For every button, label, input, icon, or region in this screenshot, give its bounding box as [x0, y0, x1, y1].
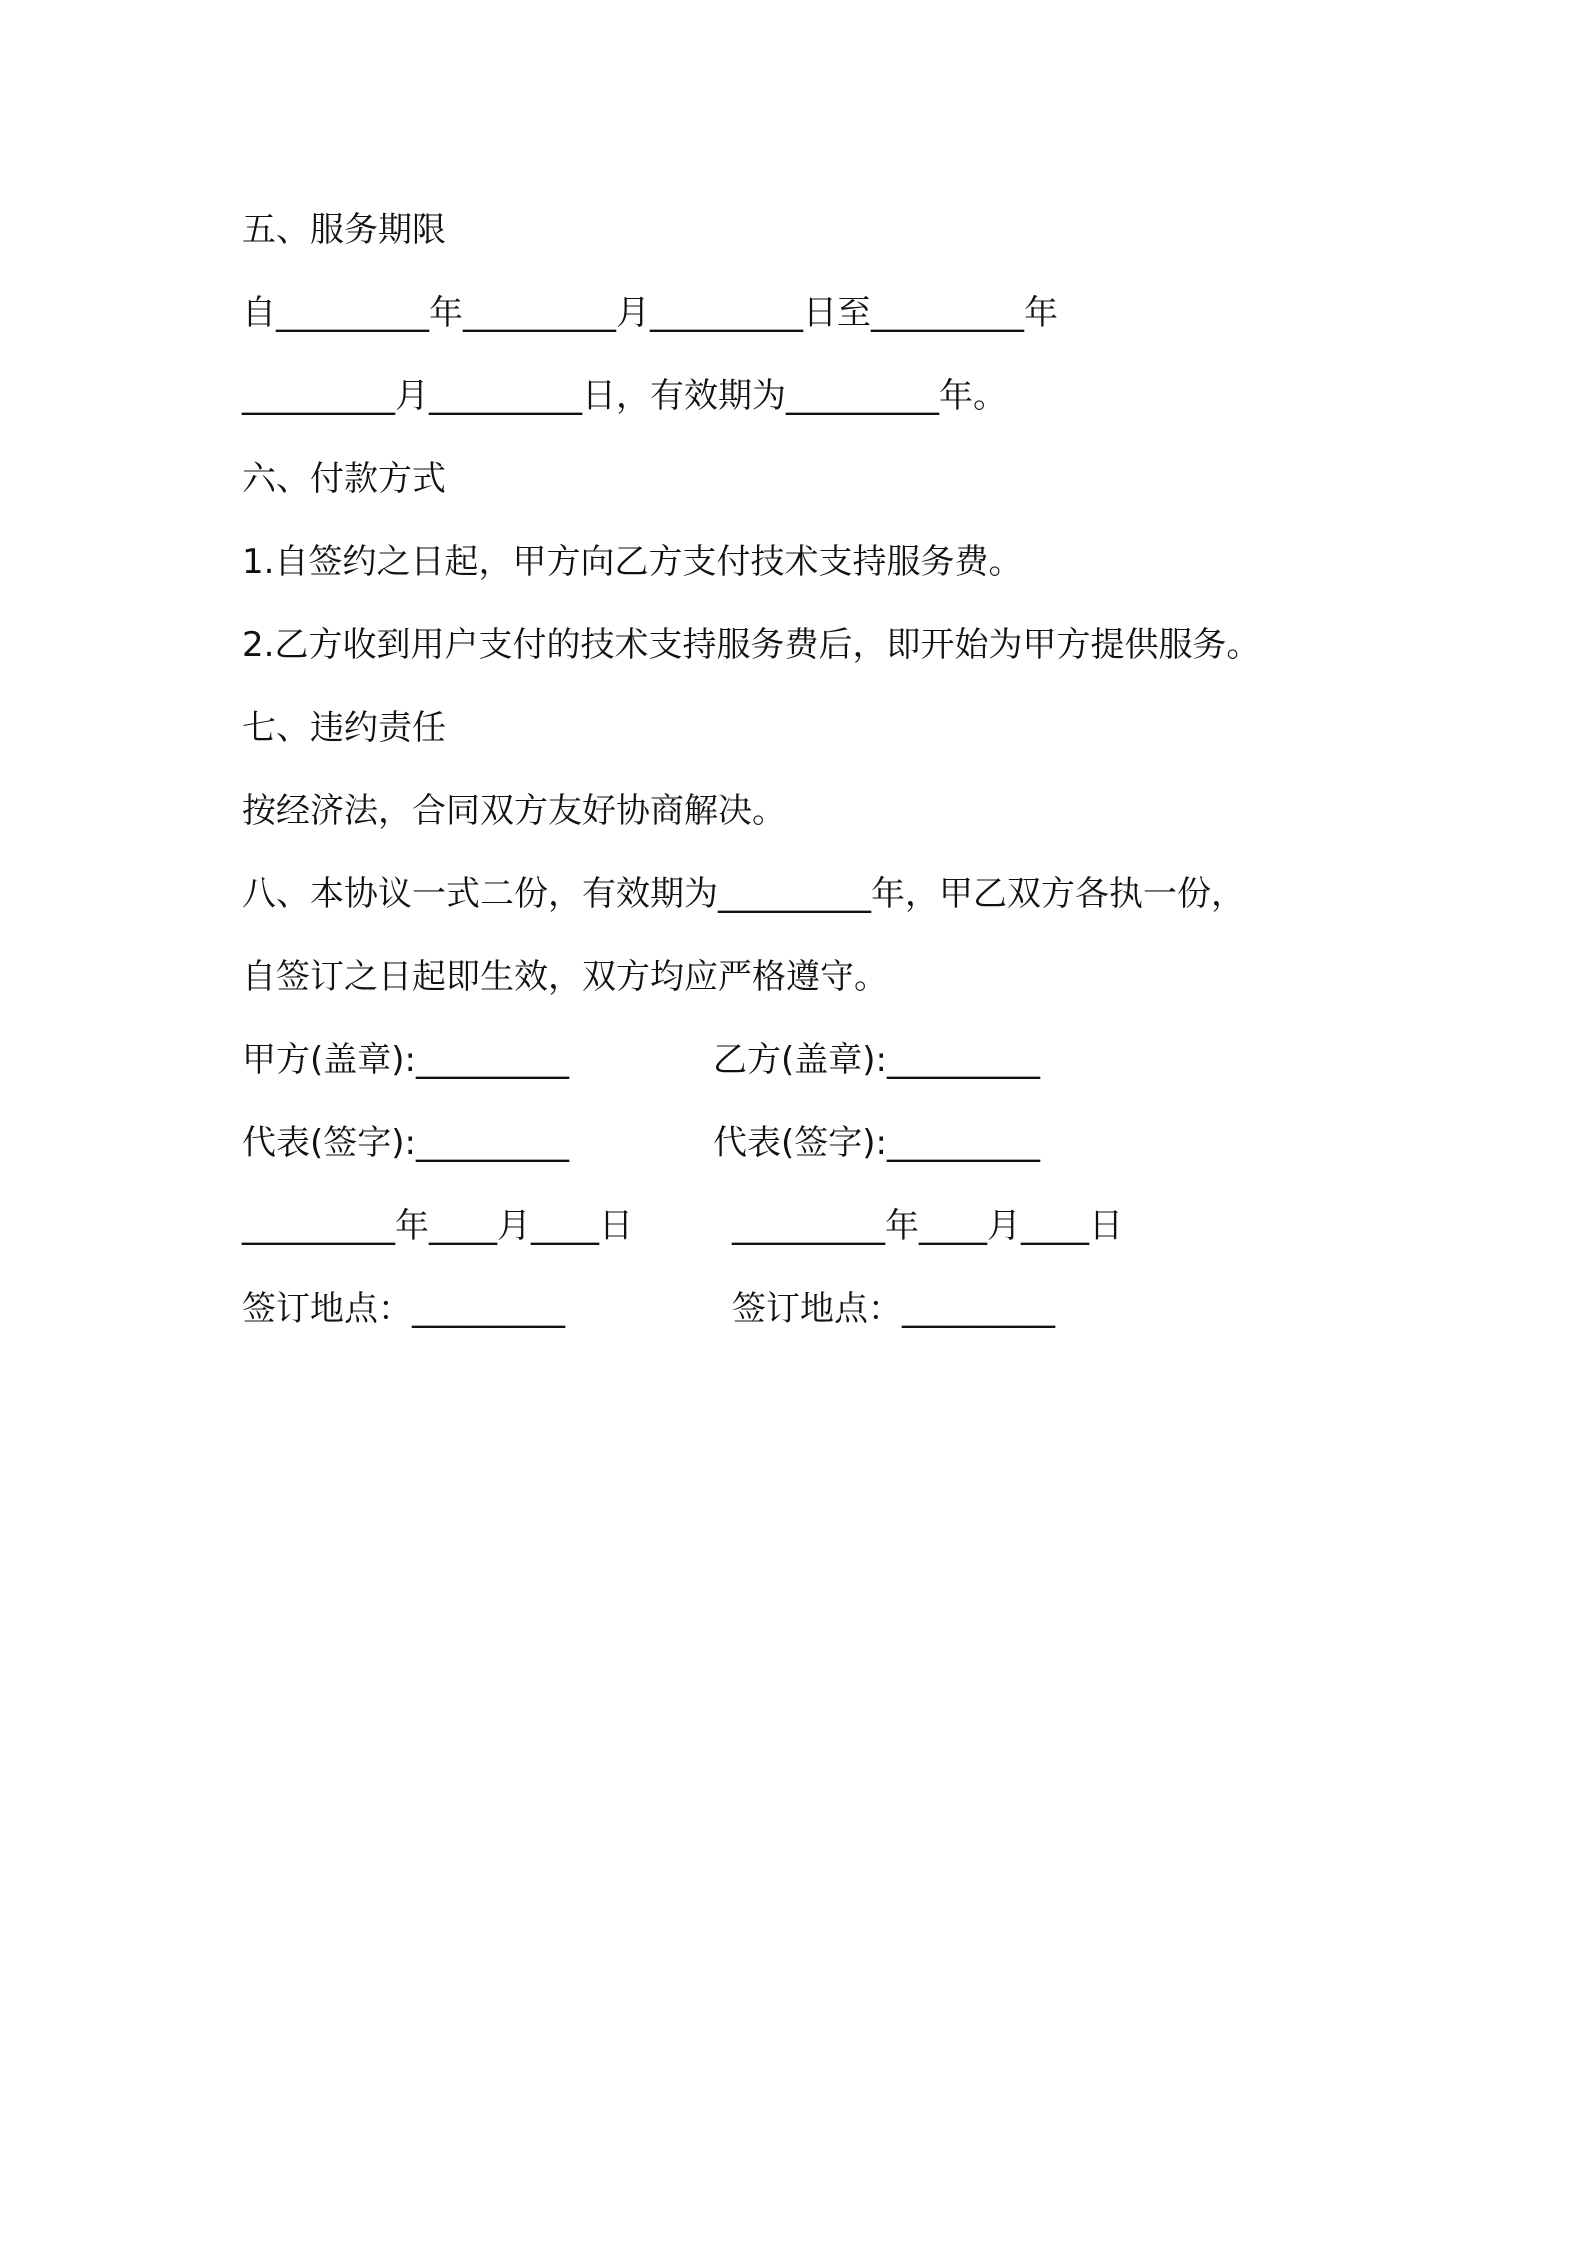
section5-heading: 五、服务期限 — [242, 210, 446, 250]
party-a-representative: 代表(签字):_________ — [242, 1123, 569, 1163]
payment-item-2: 2.乙方收到用户支付的技术支持服务费后，即开始为甲方提供服务。 — [242, 625, 1261, 665]
payment-item-1: 1.自签约之日起，甲方向乙方支付技术支持服务费。 — [242, 542, 1023, 582]
section6-heading: 六、付款方式 — [242, 459, 446, 499]
party-b-representative: 代表(签字):_________ — [713, 1123, 1040, 1163]
party-b-signing-place: 签订地点：_________ — [732, 1289, 1055, 1329]
service-period-line2: _________月_________日，有效期为_________年。 — [242, 376, 1007, 416]
party-b-date: _________年____月____日 — [732, 1206, 1123, 1246]
party-a-date: _________年____月____日 — [242, 1206, 633, 1246]
party-a-signing-place: 签订地点：_________ — [242, 1289, 565, 1329]
breach-text: 按经济法，合同双方友好协商解决。 — [242, 791, 786, 831]
service-period-line1: 自_________年_________月_________日至_________年 — [242, 293, 1058, 333]
section8-line1: 八、本协议一式二份，有效期为_________年，甲乙双方各执一份， — [242, 874, 1245, 914]
section8-line2: 自签订之日起即生效，双方均应严格遵守。 — [242, 957, 888, 997]
party-a-seal: 甲方(盖章):_________ — [242, 1040, 569, 1080]
party-b-seal: 乙方(盖章):_________ — [713, 1040, 1040, 1080]
section7-heading: 七、违约责任 — [242, 708, 446, 748]
